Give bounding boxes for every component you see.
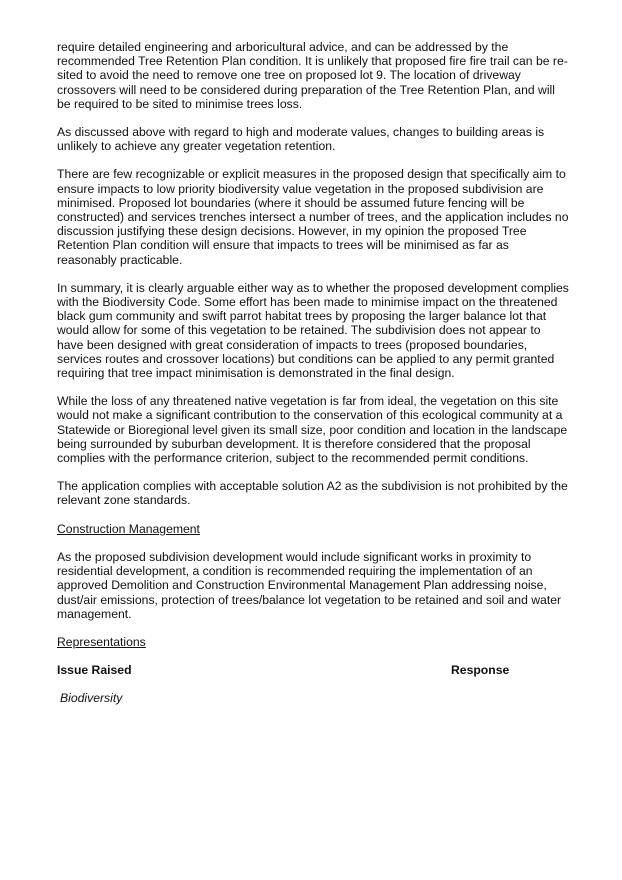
paragraph-building-areas: As discussed above with regard to high and moderate values, changes to building areas is unlikely to achieve any greater vegetation retention.	[57, 125, 545, 154]
representations-heading: Representations	[57, 634, 146, 649]
issue-raised-column-header: Issue Raised	[57, 663, 132, 678]
paragraph-construction-management: As the proposed subdivision development would include significant works in proximity to residential development, a condition is recommended requiring the implementation of an approved Demolition and Construction Environmental Management Plan addressing noise, dust/air emissions, protection of trees/balance lot vegetation to be retained and soil and water management.	[57, 549, 562, 621]
paragraph-acceptable-solution: The application complies with acceptable solution A2 as the subdivision is not prohibited by the relevant zone standards.	[57, 479, 568, 508]
issue-biodiversity: Biodiversity	[60, 691, 123, 706]
paragraph-low-priority-vegetation: There are few recognizable or explicit measures in the proposed design that specifically aim to ensure impacts to low priority biodiversity value vegetation in the proposed subdivision are minimised. Proposed lot boundaries (where it should be assumed future fencing will be constructed) and services trenches intersect a number of trees, and the application includes no discussion justifying these design decisions. However, in my opinion the proposed Tree Retention Plan condition will ensure that impacts to trees will be minimised as far as reasonably practicable.	[57, 167, 569, 267]
representations-table-header	[57, 663, 569, 677]
paragraph-summary: In summary, it is clearly arguable either way as to whether the proposed development complies with the Biodiversity Code. Some effort has been made to minimise impact on the threatened black gum community and swift parrot habitat trees by proposing the larger balance lot that would allow for some of this vegetation to be retained. The subdivision does not appear to have been designed with great consideration of impacts to trees (proposed boundaries, services routes and crossover locations) but conditions can be applied to any permit granted requiring that tree impact minimisation is demonstrated in the final design.	[57, 280, 569, 381]
document-page	[57, 40, 569, 706]
paragraph-threatened-vegetation: While the loss of any threatened native vegetation is far from ideal, the vegetation on this site would not make a significant contribution to the conservation of this ecological community at a Statewide or Bioregional level given its small size, poor condition and location in the landscape being surrounded by suburban development. It is therefore considered that the proposal complies with the performance criterion, subject to the recommended permit conditions.	[57, 394, 568, 466]
response-column-header: Response	[451, 663, 510, 678]
construction-management-heading: Construction Management	[57, 521, 200, 536]
paragraph-tree-retention: require detailed engineering and arboricultural advice, and can be addressed by the recommended Tree Retention Plan condition. It is unlikely that proposed fire fire trail can be re-sited to avoid the need to remove one tree on proposed lot 9. The location of driveway crossovers will need to be considered during preparation of the Tree Retention Plan, and will be required to be sited to minimise trees loss.	[57, 40, 568, 111]
